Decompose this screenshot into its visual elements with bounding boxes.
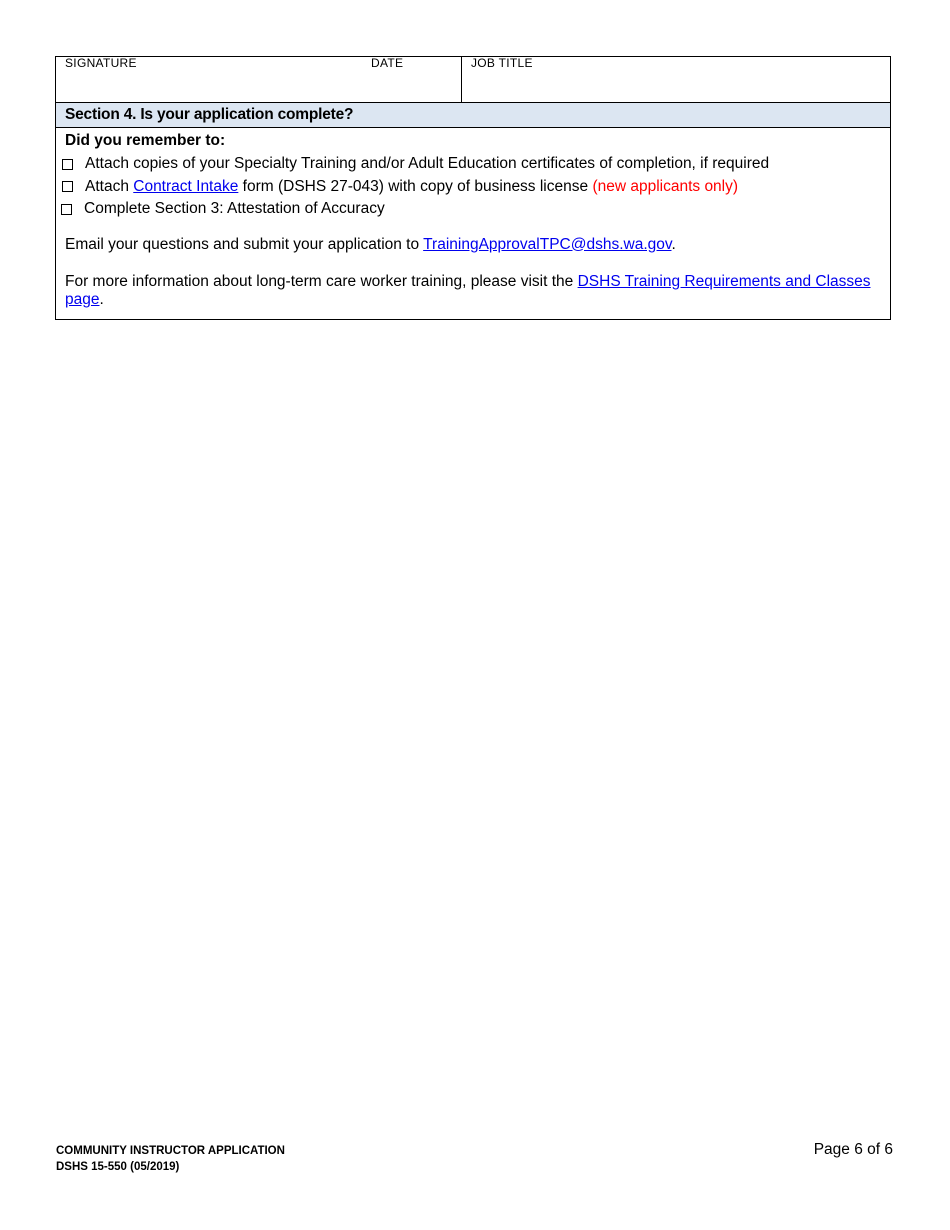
application-form-box bbox=[55, 56, 891, 320]
contract-intake-checkbox[interactable] bbox=[62, 181, 73, 192]
checklist-item-certificates bbox=[62, 153, 881, 176]
section-4-header: Section 4. Is your application complete? bbox=[56, 103, 890, 128]
checklist-item-contract-intake bbox=[62, 176, 881, 199]
email-prefix: Email your questions and submit your application to bbox=[65, 235, 424, 253]
email-link[interactable]: TrainingApprovalTPC@dshs.wa.gov bbox=[423, 235, 672, 253]
info-suffix: . bbox=[99, 290, 104, 308]
email-suffix: . bbox=[671, 235, 676, 253]
form-title: COMMUNITY INSTRUCTOR APPLICATION bbox=[56, 1145, 285, 1157]
footer-form-info bbox=[56, 1143, 285, 1175]
contract-intake-link[interactable]: Contract Intake bbox=[133, 177, 239, 195]
new-applicants-note: (new applicants only) bbox=[592, 177, 739, 195]
signature-row bbox=[56, 57, 890, 103]
page-number: Page 6 of 6 bbox=[813, 1141, 893, 1158]
contract-intake-text bbox=[85, 178, 738, 196]
section-4-body bbox=[56, 128, 890, 319]
contract-intake-middle: form (DSHS 27-043) with copy of business license bbox=[238, 177, 593, 195]
email-paragraph bbox=[65, 236, 881, 254]
certificates-checkbox[interactable] bbox=[62, 159, 73, 170]
checklist-item-section-3 bbox=[62, 198, 881, 221]
form-number: DSHS 15-550 (05/2019) bbox=[56, 1161, 180, 1173]
signature-label: SIGNATURE bbox=[65, 56, 137, 70]
certificates-text: Attach copies of your Specialty Training and/or Adult Education certificates of completion, if required bbox=[85, 155, 770, 173]
info-paragraph bbox=[65, 273, 881, 309]
remember-heading: Did you remember to: bbox=[65, 132, 226, 149]
training-requirements-link[interactable]: DSHS Training Requirements and Classes page bbox=[65, 272, 871, 308]
signature-field[interactable] bbox=[56, 57, 371, 102]
info-prefix: For more information about long-term care worker training, please visit the bbox=[65, 272, 578, 290]
section-3-text: Complete Section 3: Attestation of Accuracy bbox=[84, 200, 385, 218]
contract-intake-prefix: Attach bbox=[85, 177, 134, 195]
date-field[interactable] bbox=[371, 57, 462, 102]
date-label: DATE bbox=[371, 56, 404, 70]
job-title-field[interactable] bbox=[462, 57, 890, 102]
job-title-label: JOB TITLE bbox=[471, 56, 533, 70]
section-3-checkbox[interactable] bbox=[61, 204, 72, 215]
